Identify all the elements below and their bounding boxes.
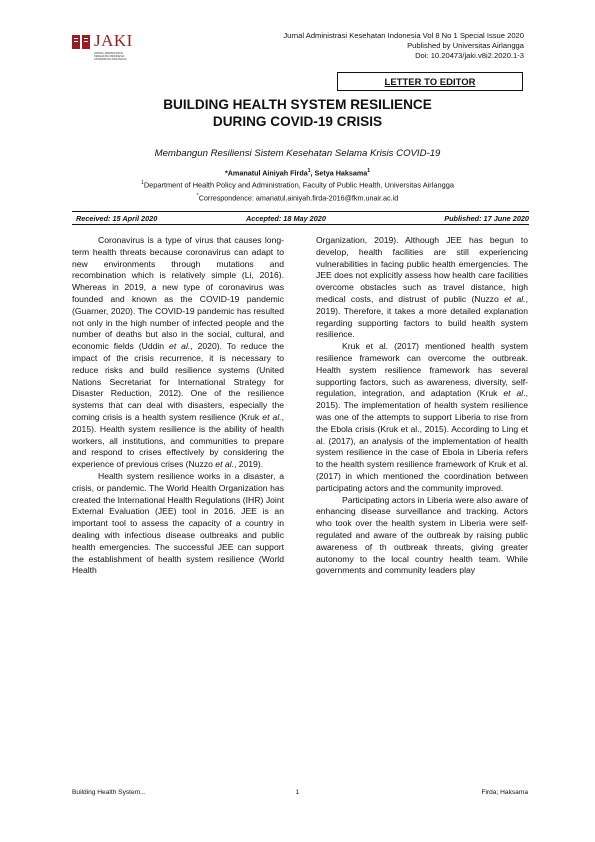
journal-publisher: Published by Universitas Airlangga (407, 41, 524, 51)
affiliation-marker: 1 (141, 180, 144, 186)
author-list (0, 168, 595, 177)
logo-wordmark: JAKI (94, 31, 133, 50)
article-title-line-1: BUILDING HEALTH SYSTEM RESILIENCE (163, 97, 432, 112)
correspondence-marker: * (196, 193, 199, 199)
body-column-right (316, 235, 528, 577)
logo-subtitle-3: UNIVERSITAS AIRLANGGA (94, 58, 127, 61)
correspondence (0, 193, 595, 202)
divider-top (72, 211, 529, 212)
paragraph-continued: Organization, 2019). Although JEE has begun to develop, health facilities are still experiencing vulnerabilities in facing public health emergencies. The JEE does not explicitly assess how health care facilities overcome obstacles such as travel distance, high medical costs, and distrust of public (Nuzzo et al., 2019). Therefore, it takes a more detailed explanation regarding supporting factors to build health system resilience. (316, 235, 528, 340)
journal-doi: Doi: 10.20473/jaki.v8i2.2020.1-3 (415, 51, 524, 61)
paragraph: Health system resilience works in a disaster, a crisis, or pandemic. The World Health Organization has created the International Health Regulations (IHR) Joint External Evaluation (JEE) tool in 2016. JEE is an important tool to assess the capacity of a country in dealing with infectious disease outbreaks and public health emergencies. The successful JEE can support the establishment of health system resilience (World Health (72, 470, 284, 576)
divider-bottom (72, 224, 529, 225)
received-date: Received: 15 April 2020 (76, 214, 158, 223)
body-column-left (72, 235, 284, 577)
article-subtitle: Membangun Resiliensi Sistem Kesehatan Selama Krisis COVID-19 (154, 148, 441, 159)
footer-short-title: Building Health System... (72, 789, 146, 796)
journal-info (283, 31, 524, 62)
author-2: Setya Haksama (314, 168, 368, 178)
journal-name: Jurnal Administrasi Kesehatan Indonesia Vol 8 No 1 Special Issue 2020 (283, 31, 524, 40)
author-2-affiliation: 1 (367, 168, 371, 174)
logo-subtitle-1: JURNAL ADMINISTRASI (94, 52, 124, 55)
article-title-line-2: DURING COVID-19 CRISIS (212, 114, 383, 129)
paragraph: Kruk et al. (2017) mentioned health system resilience framework can overcome the outbreak. Health system resilience framework has several supporting factors, such as awareness, diversity, self-regulation, integration, and adaptation (Kruk et al., 2015). The implementation of health system resilience was one of the attempts to support Liberia to rise from the Ebola crisis (Kruk et al., 2015). According to Ling et al. (2017), an analysis of the implementation of health system resilience in the case of Ebola in Liberia refers to the health system resilience framework of Kruk et al. (2017) in which mentioned the coordination between participating actors and the community improved. (316, 341, 528, 493)
published-date: Published: 17 June 2020 (444, 214, 529, 223)
author-1-affiliation: 1 (307, 168, 311, 174)
article-type-box: LETTER TO EDITOR (337, 72, 523, 91)
accepted-date: Accepted: 18 May 2020 (246, 214, 326, 223)
jaki-book-icon (72, 35, 90, 49)
footer-authors: Firda; Haksama (481, 789, 528, 796)
affiliation (0, 180, 595, 189)
correspondence-text: Correspondence: amanatul.ainiyah.firda-2016@fkm.unair.ac.id (198, 193, 399, 203)
affiliation-text: Department of Health Policy and Administration, Faculty of Public Health, Universitas Airlangga (143, 180, 454, 190)
paragraph: Participating actors in Liberia were also aware of enhancing disease surveillance and tracking. Actors who took over the health system in Liberia were self-regulated and aware of the outbreak by raising public awareness of th outbreak threats, giving greater autonomy to the local country health team. While governments and community leaders play (316, 494, 528, 576)
author-separator: , (310, 168, 315, 178)
paragraph: Coronavirus is a type of virus that causes long-term health threats because coronavirus can adapt to new environments through mutations and recombination which is relatively simple (Li, 2016). Whereas in 2019, a new type of coronavirus was founded and known as the COVID-19 pandemic (Guarner, 2020). The COVID-19 pandemic has resulted not only in the high number of infected people and the number of deaths but also in the social, cultural, and economic fields (Uddin et al., 2020). To reduce the impact of the crisis recurrence, it is necessary to reduce risks and build resilience systems (United Nations Secretariat for International Strategy for Disaster Reduction, 2012). One of the resilience systems that can deal with disasters, especially the coming crisis is a health system resilience (Kruk et al., 2015). Health system resilience is the ability of health workers, all institutions, and communities to prepare and respond to crises effectively by considering the experience of previous crises (Nuzzo et al., 2019). (72, 235, 285, 470)
logo-subtitle-2: KESEHATAN INDONESIA (94, 55, 125, 58)
page-number: 1 (295, 789, 300, 796)
author-1: *Amanatul Ainiyah Firda (224, 168, 308, 178)
journal-logo (72, 31, 142, 65)
